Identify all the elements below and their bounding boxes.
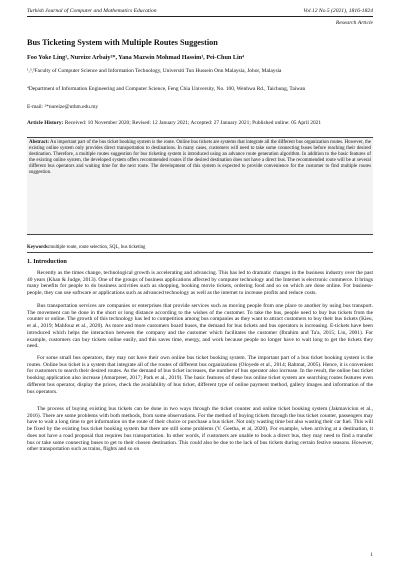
article-type: Research Article [335,20,373,26]
journal-name: Turkish Journal of Computer and Mathematics Education [27,8,157,14]
paragraph-2: Bus transportation services are companies or enterprises that provide services such as moving people from one place to another by using bus transport. The movement can be done in the short or long distance according to the wishes of the customer. To take the bus, people need to buy bus tickets from the counter or online. The growth of this technology has led to competition among bus companies as they want to attract customers to buy their bus tickets (Kieu, et al., 2019; Mahfouz et al., 2020). As more and more customers board buses, the demand for bus tickets and bus operators is increasing. E-tickets have been introduced which helps the interaction between the company and the customer which facilitates the customer (Ibrahim and Ta'a, 2015; Liu, 2001). For example, customers can buy tickets online easily, and this saves time, energy, and work because people no longer have to wait long to get the tickets they need. [27,303,373,350]
paragraph-3: For some small bus operators, they may not have their own online bus ticket booking system. The important part of a bus ticket booking system is the routes. Online bus ticket is a system that integrate all of the routes of different bus organizations (Oloyede et al., 2014; Rahmat, 2005). Hence, it is convenient for customers to search their desired routes. As the demand of bus ticket increases, the number of bus operator also increase. In the result, the online bus ticket booking application also increase (Amarpreet, 2017; Park et al., 2019). The basic features of these bus online ticket system are searching routes features even different bus operator, display the prices, check the availability of bus ticket, different type of online payment method, gallery images and information of the bus operators. [27,355,373,395]
email-line: E-mail: ²*nureize@uthm.edu.my [27,104,99,110]
keywords-label: Keywords: [27,245,50,250]
header-rule [27,16,373,17]
author-list: Foo Yoke Ling¹, Nureize Arbaiy²*, Yana Mazwin Mohmad Hassim³, Pei-Chun Lin⁴ [27,54,245,61]
section-heading-introduction: 1. Introduction [27,258,67,265]
volume-info: Vol.12 No.5 (2021), 1816-1824 [303,8,373,14]
keywords-rule [27,252,373,253]
keywords-text: multiple route, route selection, SQL, bus ticketing [49,245,146,250]
abstract [29,140,371,176]
history-label: Article History: [27,120,64,126]
abstract-label: Abstract: [29,140,50,145]
article-history [27,120,373,127]
abstract-text: An important part of the bus ticket booking system is the route. Online bus tickets are systems that integrate all the different bus organization routes. However, the existing online system only provides direct transportation to destinations. In many cases, customers will need to take some connecting buses before reaching their desired destination. Therefore, a multiple routes suggestion for bus ticketing system is introduced using an advance route generation algorithm. In addition to the basic features of the existing online system, the developed system offers recommended routes if the desired destination does not have a direct bus. The recommended route will be at several different bus operators and waiting time for the next route. The development of this system is expected to provide convenience for the customer to find multiple routes suggestion. [29,140,371,176]
affiliation-1: ¹,²,³Faculty of Computer Science and Information Technology, Universiti Tun Hussein Onn Malaysia, Johor, Malaysia [27,68,282,74]
page-number: 1 [370,552,373,558]
affiliation-2: ⁴Department of Information Engineering and Computer Science, Feng Chia University, No. 100, Wenhwa Rd., Taichung, Taiwan [27,86,306,92]
paragraph-4: The process of buying existing bus tickets can be done in two ways through the ticket counter and online ticket booking system (Jakmaviciun et al., 2016). There are some problems with both methods, from some observations. For the method of buying tickets through the bus ticket counter, passengers may have to wait a long time to get information on the route of their choice or purchase a bus ticket. Not only wasting time but also wasting their car fuel. This will be fixed by the existing bus ticket booking system but there are still some problems (V. Geetha, et al, 2020). For example, when arriving at a destination, it does not have a road proposal that requires bus transportation. In other words, if customers are unable to book a direct bus, they may need to find a transfer bus or take some connecting buses to get to their chosen destination. This could also be due to the lack of bus tickets during certain festive seasons. However, other transportation such as trains, flights and so on [27,406,373,453]
history-text: Received: 10 November 2020; Revised: 12 January 2021; Accepted: 27 January 2021; Published online: 05 April 2021 [64,120,322,126]
paragraph-1: Recently as the times change, technological growth is accelerating and advancing. This has led to dramatic changes in the business industry over the past 40 years (Khan & Judge, 2013). One of the groups of business applications affected by computer technology and the Internet is electronic commerce. It brings many benefits for people to do business activities such as shopping, booking movie tickets, ordering food and so on which are done online. For business-people, they can use software or applications such as advanced technology as well as the internet to increase profits and reduce costs. [27,270,373,297]
paper-title: Bus Ticketing System with Multiple Routes Suggestion [27,38,218,47]
keywords [27,245,373,250]
